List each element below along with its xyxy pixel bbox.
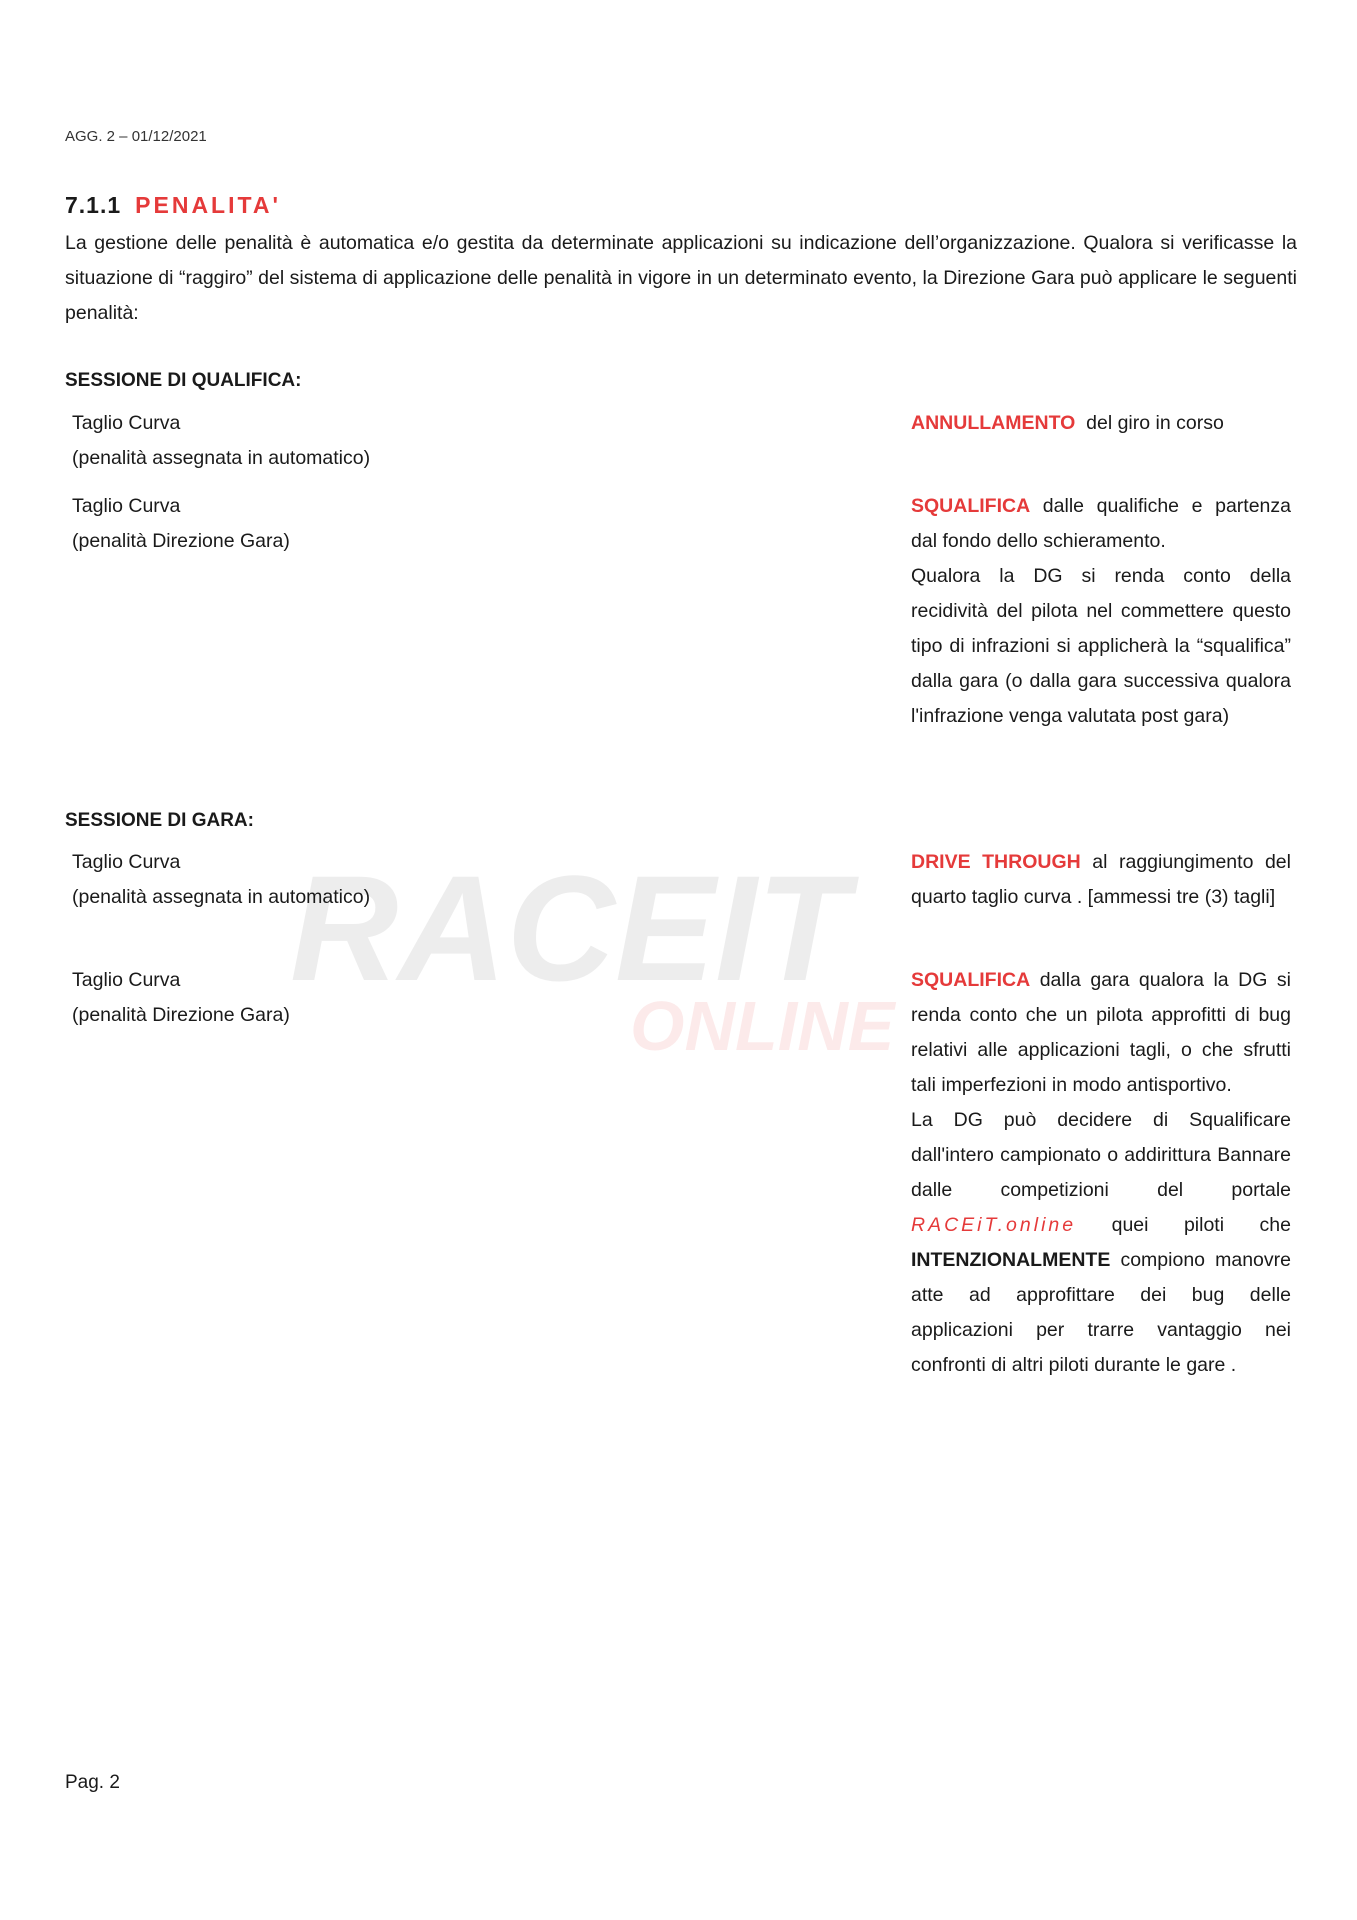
gara-right-1 [911,845,1291,915]
penalty-extra-text [911,1103,1291,1383]
watermark-line2: ONLINE [630,987,895,1060]
qualifica-left-1 [72,406,370,476]
infraction-note: (penalità Direzione Gara) [72,530,290,552]
gara-right-2 [911,963,1291,1383]
penalty-keyword: ANNULLAMENTO [911,412,1076,434]
page-number: Pag. 2 [65,1772,120,1793]
brand-link-text: RACEiT.online [911,1214,1077,1236]
infraction-note: (penalità assegnata in automatico) [72,447,371,469]
penalty-extra-text-c: compiono manovre atte ad approfittare dei bug delle applicazioni per trarre vantaggio nei confronti di altri piloti durante le gare . [911,1249,1291,1376]
qualifica-right-2 [911,489,1291,734]
gara-left-2 [72,963,290,1033]
penalty-extra-text: Qualora la DG si renda conto della recidività del pilota nel commettere questo tipo di infrazioni si applicherà la “squalifica” dalla gara (o dalla gara successiva qualora l'infrazione venga valutata post gara) [911,565,1291,727]
penalty-extra-text-a: La DG può decidere di Squalificare dall'intero campionato o addirittura Bannare dalle competizioni del portale [911,1109,1291,1201]
section-heading [65,192,281,219]
penalty-keyword: DRIVE THROUGH [911,851,1081,873]
infraction-note: (penalità assegnata in automatico) [72,886,371,908]
penalty-keyword: SQUALIFICA [911,495,1031,517]
gara-heading: SESSIONE DI GARA: [65,810,254,831]
penalty-keyword: SQUALIFICA [911,969,1031,991]
penalty-text: dalla gara qualora la DG si renda conto che un pilota approfitti di bug relativi alle applicazioni tagli, o che sfrutti tali imperfezioni in modo antisportivo. [911,969,1291,1096]
qualifica-right-1 [911,406,1291,441]
infraction-note: (penalità Direzione Gara) [72,1004,290,1026]
section-title: PENALITA' [135,192,281,218]
infraction-name: Taglio Curva [72,412,181,434]
qualifica-heading: SESSIONE DI QUALIFICA: [65,370,302,391]
infraction-name: Taglio Curva [72,851,181,873]
infraction-name: Taglio Curva [72,495,181,517]
emphasis-word: INTENZIONALMENTE [911,1249,1111,1271]
update-header: AGG. 2 – 01/12/2021 [65,128,207,145]
penalty-text: al raggiungimento del quarto taglio curva . [ammessi tre (3) tagli] [911,851,1291,908]
penalty-text: dalle qualifiche e partenza dal fondo dello schieramento. [911,495,1291,552]
qualifica-left-2 [72,489,290,559]
gara-left-1 [72,845,370,915]
penalty-text: del giro in corso [1086,412,1224,434]
section-number: 7.1.1 [65,192,122,218]
infraction-name: Taglio Curva [72,969,181,991]
watermark-line1: RACEIT [290,860,849,1012]
intro-paragraph: La gestione delle penalità è automatica e/o gestita da determinate applicazioni su indicazione dell’organizzazione. Qualora si verificasse la situazione di “raggiro” del sistema di applicazione delle penalità in vigore in un determinato evento, la Direzione Gara può applicare le seguenti penalità: [65,232,1297,324]
penalty-extra-text-b: quei piloti che [1111,1214,1291,1236]
